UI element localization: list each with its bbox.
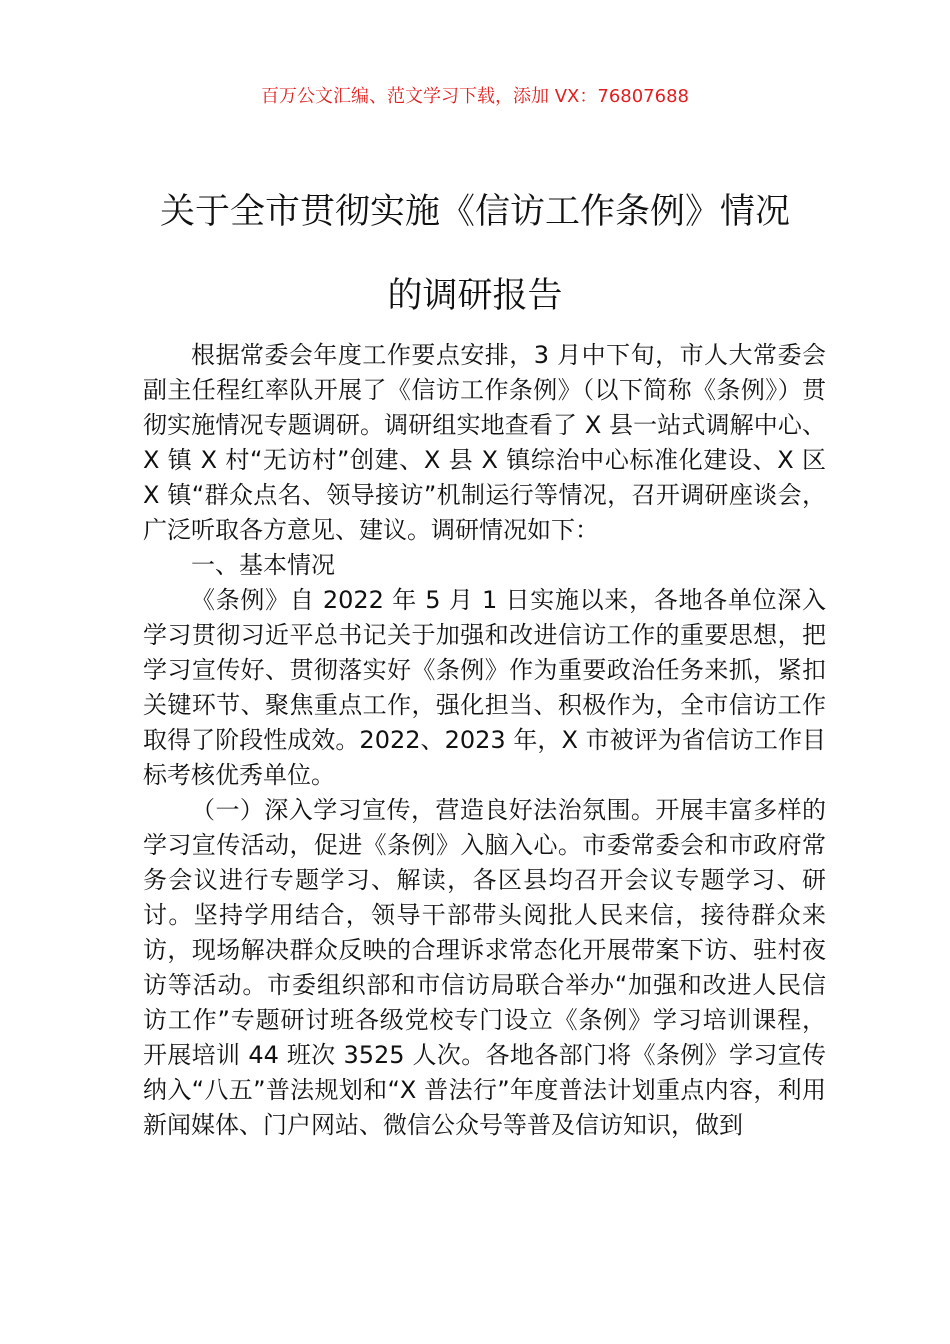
- document-body: [143, 338, 826, 1143]
- document-title: [100, 170, 850, 338]
- paragraph-intro: 根据常委会年度工作要点安排，3 月中下旬，市人大常委会副主任程红率队开展了《信访工作条例》（以下简称《条例》）贯彻实施情况专题调研。调研组实地查看了 X 县一站式调解中心、X 镇 X 村“无访村”创建、X 县 X 镇综治中心标准化建设、X 区 X 镇“群众点名、领导接访”机制运行等情况，召开调研座谈会，广泛听取各方意见、建议。调研情况如下：: [143, 341, 826, 544]
- title-line-2: 的调研报告: [387, 276, 563, 316]
- promo-banner: 百万公文汇编、范文学习下载，添加 VX：76807688: [261, 86, 689, 107]
- paragraph-study-promotion: （一）深入学习宣传，营造良好法治氛围。开展丰富多样的学习宣传活动，促进《条例》入脑入心。市委常委会和市政府常务会议进行专题学习、解读，各区县均召开会议专题学习、研讨。坚持学用结合，领导干部带头阅批人民来信，接待群众来访，现场解决群众反映的合理诉求常态化开展带案下访、驻村夜访等活动。市委组织部和市信访局联合举办“加强和改进人民信访工作”专题研讨班各级党校专门设立《条例》学习培训课程，开展培训 44 班次 3525 人次。各地各部门将《条例》学习宣传纳入“八五”普法规划和“X 普法行”年度普法计划重点内容，利用新闻媒体、门户网站、微信公众号等普及信访知识，做到: [143, 796, 826, 1139]
- paragraph-overview: 《条例》自 2022 年 5 月 1 日实施以来，各地各单位深入学习贯彻习近平总书记关于加强和改进信访工作的重要思想，把学习宣传好、贯彻落实好《条例》作为重要政治任务来抓，紧扣关键环节、聚焦重点工作，强化担当、积极作为，全市信访工作取得了阶段性成效。2022、2023 年，X 市被评为省信访工作目标考核优秀单位。: [143, 586, 826, 789]
- section-heading-basic-situation: 一、基本情况: [191, 551, 335, 579]
- title-line-1: 关于全市贯彻实施《信访工作条例》情况: [159, 192, 790, 232]
